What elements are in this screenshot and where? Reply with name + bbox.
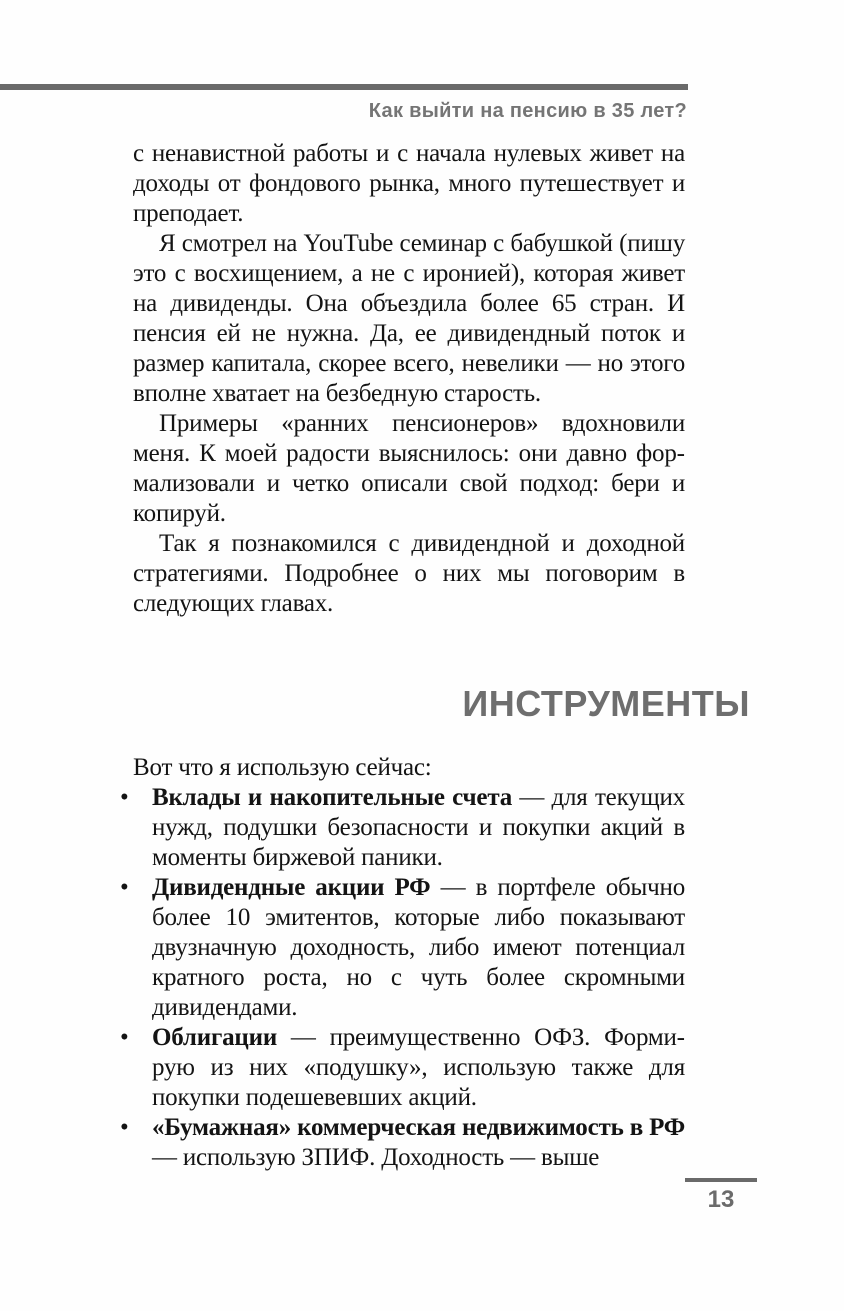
list-item-description: — для текущих нужд, подушки безопасности и покупки акций в моменты биржевой паники. xyxy=(152,784,685,871)
list-item xyxy=(118,873,685,1023)
bullet-icon: • xyxy=(120,874,129,901)
bullet-icon: • xyxy=(120,1024,129,1051)
list-item xyxy=(118,1023,685,1113)
list-item-term: Облигации xyxy=(152,1024,278,1051)
list-item-term: Вклады и накопительные счета xyxy=(152,784,513,811)
footer-rule xyxy=(685,1178,757,1182)
list-item xyxy=(118,1113,685,1173)
bullet-icon: • xyxy=(120,784,129,811)
list-intro: Вот что я использую сейчас: xyxy=(133,754,432,781)
list-item-term: Дивидендные акции РФ xyxy=(152,874,431,901)
running-header-title: Как выйти на пенсию в 35 лет? xyxy=(368,100,687,122)
paragraph: Я смотрел на YouTube семинар с бабушкой (пишу это с восхищением, а не с иронией), которая живет на дивиденды. Она объездила более 65 стран. И пенсия ей не нужна. Да, ее дивидендный поток и размер капитала, скорее всего, невелики — но этого вполне хватает на безбедную старость. xyxy=(133,230,685,407)
list-item-term: «Бумажная» коммерческая недвижимость в РФ xyxy=(152,1114,685,1141)
bullet-icon: • xyxy=(120,1114,129,1141)
header-rule xyxy=(0,84,688,90)
instruments-list xyxy=(118,783,685,1173)
list-item xyxy=(118,783,685,873)
page-number: 13 xyxy=(707,1186,735,1213)
paragraph: Примеры «ранних пенсионеров» вдохновили меня. К моей радости выяснилось: они давно формализовали и четко описали свой подход: бери и копируй. xyxy=(133,410,685,527)
list-item-description: — использую ЗПИФ. Доходность — выше xyxy=(152,1144,600,1171)
instruments-list-block xyxy=(118,753,685,1173)
section-heading: ИНСТРУМЕНТЫ xyxy=(462,683,750,724)
body-text xyxy=(133,139,685,619)
paragraph-continued: с ненавистной работы и с начала нулевых живет на доходы от фондового рынка, много путешествует и преподает. xyxy=(133,140,685,227)
list-item-description: — преимущественно ОФЗ. Формирую из них «подушку», использую также для покупки подешевевших акций. xyxy=(152,1024,685,1111)
paragraph: Так я познакомился с дивидендной и доходной стратегиями. Подробнее о них мы поговорим в следующих главах. xyxy=(133,530,685,617)
list-item-description: — в портфеле обычно более 10 эмитентов, которые либо показывают двузначную доходность, либо имеют потенциал кратного роста, но с чуть более скромными дивидендами. xyxy=(152,874,685,1021)
